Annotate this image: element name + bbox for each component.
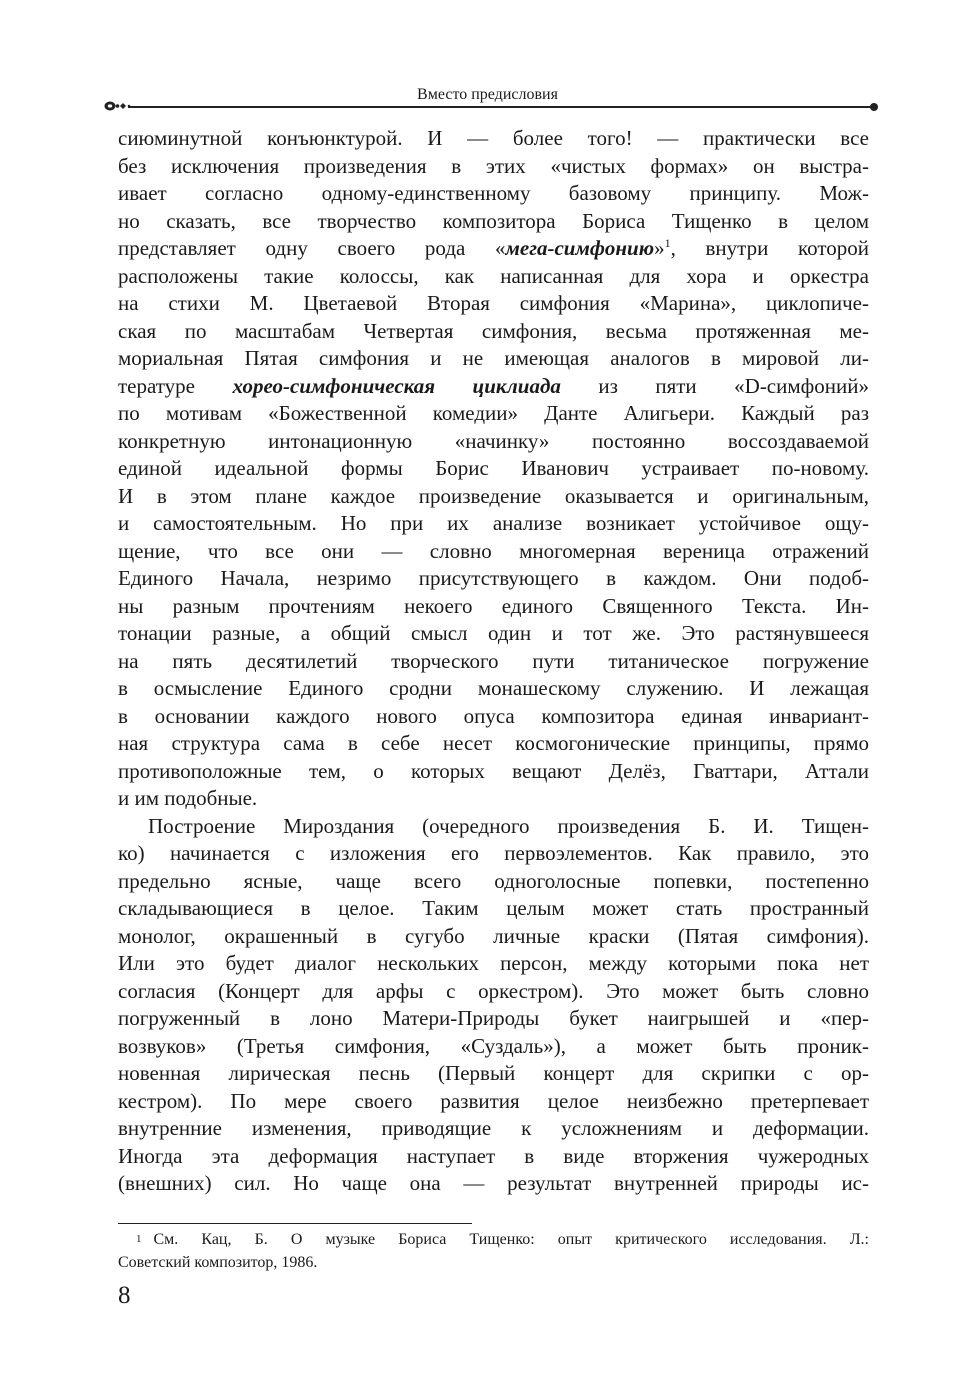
text-run: Или это будет диалог нескольких персон, между которыми пока нет bbox=[118, 951, 869, 975]
text-run: расположены такие колоссы, как написанная для хора и оркестра bbox=[118, 263, 869, 288]
text-line bbox=[118, 1005, 869, 1033]
text-line bbox=[118, 180, 869, 208]
text-run: кестром). По мере своего развития целое неизбежно претерпевает bbox=[118, 1088, 869, 1113]
header-rule bbox=[128, 106, 874, 108]
text-line bbox=[118, 1033, 869, 1061]
text-run: Единого Начала, незримо присутствующего в каждом. Они подоб- bbox=[118, 566, 869, 590]
text-line bbox=[118, 813, 869, 841]
text-run: и самостоятельным. Но при их анализе возникает устойчивое ощу- bbox=[118, 511, 869, 535]
text-line bbox=[118, 153, 869, 181]
text-run: внутренние изменения, приводящие к усложнениям и деформации. bbox=[118, 1116, 869, 1140]
page-number: 8 bbox=[118, 1282, 131, 1309]
text-run: » bbox=[654, 236, 665, 260]
text-line bbox=[118, 373, 869, 401]
text-run: по мотивам «Божественной комедии» Данте Алигьери. Каждый раз bbox=[118, 401, 869, 425]
text-run: на пять десятилетий творческого пути титаническое погружение bbox=[118, 648, 869, 673]
text-run: тонации разные, а общий смысл один и тот же. Это растянувшееся bbox=[118, 621, 869, 645]
text-run: представляет одну своего рода « bbox=[118, 236, 506, 260]
text-line bbox=[118, 868, 869, 896]
text-line bbox=[118, 703, 869, 731]
text-run: мориальная Пятая симфония и не имеющая аналогов в мировой ли- bbox=[118, 346, 869, 370]
text-line bbox=[118, 648, 869, 676]
text-run: Построение Мироздания (очередного произведения Б. И. Тищен- bbox=[148, 813, 869, 838]
text-run: единой идеальной формы Борис Иванович устраивает по-новому. bbox=[118, 456, 869, 480]
text-run: новенная лирическая песнь (Первый концерт для скрипки с ор- bbox=[118, 1061, 869, 1085]
text-line bbox=[118, 538, 869, 566]
text-line bbox=[118, 1088, 869, 1116]
text-line bbox=[118, 428, 869, 456]
text-run: монолог, окрашенный в сугубо личные краски (Пятая симфония). bbox=[118, 923, 869, 948]
text-line bbox=[118, 620, 869, 648]
text-run: возвуков» (Третья симфония, «Суздаль»), а может быть проник- bbox=[118, 1033, 869, 1058]
text-run: согласия (Концерт для арфы с оркестром). Это может быть словно bbox=[118, 978, 869, 1003]
text-line bbox=[118, 510, 869, 538]
text-line bbox=[118, 1170, 869, 1198]
text-line bbox=[118, 208, 869, 236]
text-line bbox=[118, 1115, 869, 1143]
text-run: ская по масштабам Четвертая симфония, весьма протяженная ме- bbox=[118, 318, 869, 343]
text-line bbox=[118, 235, 869, 263]
text-run: складывающиеся в целое. Таким целым может стать пространный bbox=[118, 896, 869, 920]
text-line bbox=[118, 125, 869, 153]
text-run: ная структура сама в себе несет космогонические принципы, прямо bbox=[118, 731, 869, 755]
footnote-ref: 1 bbox=[664, 236, 671, 250]
footnote-rule bbox=[118, 1223, 472, 1224]
text-run: ко) начинается с изложения его первоэлементов. Как правило, это bbox=[118, 841, 869, 865]
footnote-text: См. Кац, Б. О музыке Бориса Тищенко: опыт критического исследования. Л.: bbox=[153, 1231, 869, 1248]
text-line bbox=[118, 923, 869, 951]
text-run: и им подобные. bbox=[118, 786, 258, 810]
text-line bbox=[118, 318, 869, 346]
text-line bbox=[118, 895, 869, 923]
text-run: в основании каждого нового опуса композитора единая инвариант- bbox=[118, 703, 869, 728]
text-run: предельно ясные, чаще всего одноголосные попевки, постепенно bbox=[118, 868, 869, 893]
text-line bbox=[118, 1143, 869, 1171]
text-run: (внешних) сил. Но чаще она — результат внутренней природы ис- bbox=[118, 1171, 869, 1195]
body-text bbox=[118, 125, 869, 1198]
text-run: погруженный в лоно Матери-Природы букет наигрышей и «пер- bbox=[118, 1006, 869, 1030]
text-run: из пяти «D-симфоний» bbox=[560, 373, 869, 398]
text-run: И в этом плане каждое произведение оказывается и оригинальным, bbox=[118, 483, 869, 508]
text-run: сиюминутной конъюнктурой. И — более того! — практически все bbox=[118, 126, 869, 150]
running-head: Вместо предисловия bbox=[417, 86, 558, 103]
text-run: ивает согласно одному-единственному базовому принципу. Мож- bbox=[118, 181, 869, 205]
text-line bbox=[118, 400, 869, 428]
emphasis-text: мега-симфонию bbox=[505, 236, 655, 260]
text-line bbox=[118, 593, 869, 621]
text-run: противоположные тем, о которых вещают Делёз, Гваттари, Аттали bbox=[118, 758, 869, 783]
text-line bbox=[118, 730, 869, 758]
text-run: без исключения произведения в этих «чистых формах» он выстра- bbox=[118, 153, 869, 178]
text-line bbox=[118, 263, 869, 291]
text-line bbox=[118, 483, 869, 511]
text-run: тературе bbox=[118, 373, 233, 398]
text-line bbox=[118, 785, 869, 813]
text-line bbox=[118, 345, 869, 373]
text-line bbox=[118, 950, 869, 978]
text-run: на стихи М. Цветаевой Вторая симфония «Марина», циклопиче- bbox=[118, 291, 869, 315]
text-line bbox=[118, 758, 869, 786]
text-line bbox=[118, 1060, 869, 1088]
text-run: в осмысление Единого сродни монашескому служению. И лежащая bbox=[118, 676, 869, 700]
text-run: ны разным прочтениям некоего единого Священного Текста. Ин- bbox=[118, 593, 869, 618]
text-run: но сказать, все творчество композитора Бориса Тищенко в целом bbox=[118, 208, 869, 233]
footnote-line: Советский композитор, 1986. bbox=[118, 1254, 318, 1271]
emphasis-text: хорео-симфоническая циклиада bbox=[232, 373, 561, 398]
text-line bbox=[118, 565, 869, 593]
text-run: , внутри которой bbox=[670, 236, 869, 260]
text-run: Иногда эта деформация наступает в виде вторжения чужеродных bbox=[118, 1143, 869, 1168]
footnote-line bbox=[118, 1228, 869, 1251]
text-line bbox=[118, 840, 869, 868]
footnote-number: 1 bbox=[136, 1233, 142, 1245]
text-line bbox=[118, 675, 869, 703]
footnote bbox=[118, 1228, 869, 1274]
text-line bbox=[118, 290, 869, 318]
text-line bbox=[118, 978, 869, 1006]
rule-end-dot-icon bbox=[870, 103, 878, 111]
text-line bbox=[118, 455, 869, 483]
text-run: щение, что все они — словно многомерная вереница отражений bbox=[118, 538, 869, 563]
text-run: конкретную интонационную «начинку» постоянно воссоздаваемой bbox=[118, 428, 869, 453]
